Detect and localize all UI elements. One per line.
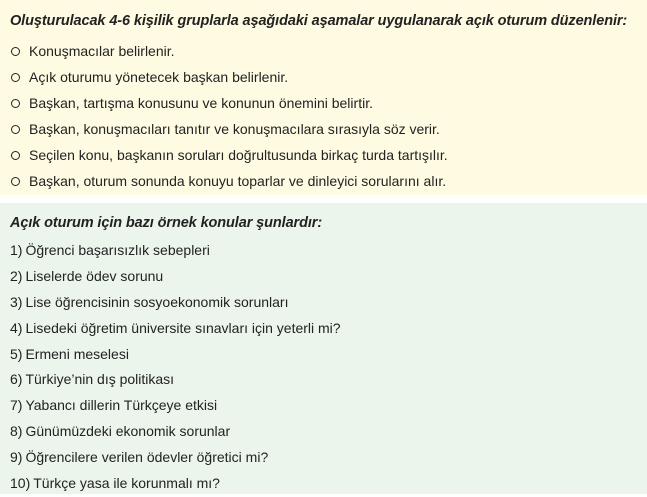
list-item — [10, 290, 647, 316]
list-item — [10, 64, 647, 90]
item-number: 6) — [10, 371, 23, 388]
list-item — [10, 142, 647, 168]
list-item-text: Günümüzdeki ekonomik sorunlar — [25, 423, 231, 440]
list-item — [10, 419, 647, 445]
list-item-text: Lisedeki öğretim üniversite sınavları için yeterli mi? — [25, 319, 341, 336]
list-item — [10, 367, 647, 393]
list-item-text: Öğrenci başarısızlık sebepleri — [25, 242, 210, 258]
list-item-text: Ermeni meselesi — [25, 345, 129, 362]
item-number: 3) — [10, 293, 23, 310]
list-item — [10, 238, 647, 264]
topics-heading: Açık oturum için bazı örnek konular şunlardır: — [10, 215, 323, 231]
item-number: 2) — [10, 267, 23, 284]
item-number: 7) — [10, 397, 23, 414]
list-item-text: Konuşmacılar belirlenir. — [29, 43, 175, 59]
list-item-text: Başkan, tartışma konusunu ve konunun önemini belirtir. — [29, 95, 373, 111]
item-number: 5) — [10, 345, 23, 362]
list-item-text: Türkiye’nin dış politikası — [25, 371, 175, 388]
steps-box — [0, 0, 647, 195]
item-number: 1) — [10, 242, 23, 258]
circle-bullet-icon — [11, 99, 20, 108]
topics-list — [10, 238, 647, 497]
circle-bullet-icon — [11, 73, 20, 82]
circle-bullet-icon — [11, 125, 20, 134]
list-item-text: Lise öğrencisinin sosyoekonomik sorunları — [25, 293, 289, 310]
topics-box — [0, 203, 647, 494]
list-item-text: Başkan, konuşmacıları tanıtır ve konuşmacılara sırasıyla söz verir. — [29, 121, 440, 137]
steps-heading: Oluşturulacak 4-6 kişilik gruplarla aşağıdaki aşamalar uygulanarak açık oturum düzenlenir: — [10, 13, 628, 29]
list-item — [10, 264, 647, 290]
list-item-text: Başkan, oturum sonunda konuyu toparlar ve dinleyici sorularını alır. — [29, 173, 447, 189]
list-item — [10, 116, 647, 142]
circle-bullet-icon — [11, 177, 20, 186]
list-item — [10, 393, 647, 419]
list-item — [10, 168, 647, 194]
item-number: 10) — [10, 475, 31, 492]
list-item-text: Liselerde ödev sorunu — [25, 267, 164, 284]
list-item — [10, 471, 647, 497]
steps-list — [10, 38, 647, 194]
item-number: 9) — [10, 449, 23, 466]
list-item-text: Açık oturumu yönetecek başkan belirlenir. — [29, 69, 289, 85]
list-item-text: Türkçe yasa ile korunmalı mı? — [33, 475, 220, 492]
list-item — [10, 316, 647, 342]
list-item-text: Öğrencilere verilen ödevler öğretici mi? — [25, 449, 269, 466]
list-item — [10, 38, 647, 64]
list-item — [10, 90, 647, 116]
item-number: 4) — [10, 319, 23, 336]
list-item — [10, 445, 647, 471]
circle-bullet-icon — [11, 151, 20, 160]
list-item — [10, 342, 647, 368]
list-item-text: Yabancı dillerin Türkçeye etkisi — [25, 397, 218, 414]
list-item-text: Seçilen konu, başkanın soruları doğrultusunda birkaç turda tartışılır. — [29, 147, 448, 163]
item-number: 8) — [10, 423, 23, 440]
circle-bullet-icon — [11, 47, 20, 56]
